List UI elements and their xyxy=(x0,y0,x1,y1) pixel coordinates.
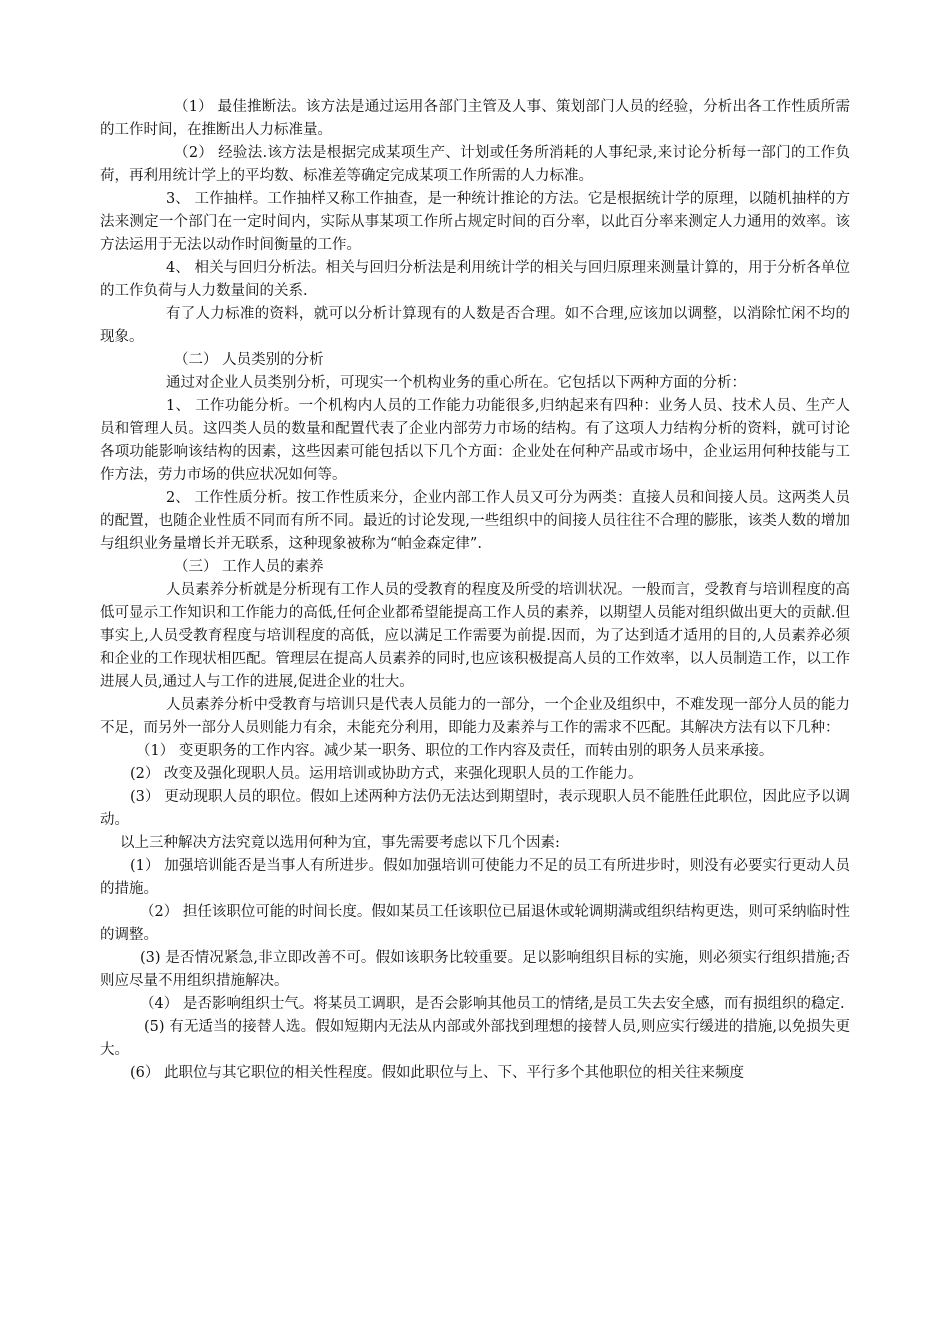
list-item-factor-duration: （2） 担任该职位可能的时间长度。假如某员工任该职位已届退休或轮调期满或组织结构更迭，则可采纳临时性的调整。 xyxy=(100,904,850,943)
section-heading-personnel-category: （二） 人员类别的分析 xyxy=(174,352,324,368)
paragraph-factors-intro: 以上三种解决方法究竟以选用何种为宜，事先需要考虑以下几个因素: xyxy=(120,835,560,851)
list-item-transfer-staff: (3） 更动现职人员的职位。假如上述两种方法仍无法达到期望时，表示现职人员不能胜任此职位，因此应予以调动。 xyxy=(100,789,850,828)
list-item-factor-morale: （4） 是否影响组织士气。将某员工调职，是否会影响其他员工的情绪,是员工失去安全感，而有损组织的稳定. xyxy=(140,996,845,1012)
paragraph-nature-analysis: 2、 工作性质分析。按工作性质来分，企业内部工作人员又可分为两类：直接人员和间接人员。这两类人员的配置，也随企业性质不同而有所不同。最近的讨论发现,一些组织中的间接人员往往不合理的膨胀，该类人数的增加与组织业务量增长并无联系，这种现象被称为“帕金森定律”. xyxy=(100,490,850,552)
paragraph-work-sampling: 3、 工作抽样。工作抽样又称工作抽查，是一种统计推论的方法。它是根据统计学的原理，以随机抽样的方法来测定一个部门在一定时间内，实际从事某项工作所占规定时间的百分率，以此百分率来测定人力通用的效率。该方法运用于无法以动作时间衡量的工作。 xyxy=(100,191,850,253)
list-item-change-job-content: （1） 变更职务的工作内容。减少某一职务、职位的工作内容及责任，而转由别的职务人员来承接。 xyxy=(136,743,774,759)
paragraph-function-analysis: 1、 工作功能分析。一个机构内人员的工作能力功能很多,归纳起来有四种：业务人员、技术人员、生产人员和管理人员。这四类人员的数量和配置代表了企业内部劳力市场的结构。有了这项人力结构分析的资料，就可讨论各项功能影响该结构的因素，这些因素可能包括以下几个方面：企业处在何种产品或市场中，企业运用何种技能与工作方法，劳力市场的供应状况如何等。 xyxy=(100,398,850,483)
section-heading-personnel-quality: （三） 工作人员的素养 xyxy=(174,559,324,575)
paragraph-regression-analysis: 4、 相关与回归分析法。相关与回归分析法是利用统计学的相关与回归原理来测量计算的，用于分析各单位的工作负荷与人力数量间的关系. xyxy=(100,260,850,299)
list-item-factor-urgency: (3) 是否情况紧急,非立即改善不可。假如该职务比较重要。足以影响组织目标的实施，则必须实行组织措施;否则应尽量不用组织措施解决。 xyxy=(100,950,850,989)
paragraph-experience-method: （2） 经验法.该方法是根据完成某项生产、计划或任务所消耗的人事纪录,来讨论分析每一部门的工作负荷，再利用统计学上的平均数、标准差等确定完成某项工作所需的人力标准。 xyxy=(100,145,850,184)
paragraph-best-estimate: （1） 最佳推断法。该方法是通过运用各部门主管及人事、策划部门人员的经验，分析出各工作性质所需的工作时间，在推断出人力标准量。 xyxy=(100,99,850,138)
list-item-factor-replacement: (5) 有无适当的接替人选。假如短期内无法从内部或外部找到理想的接替人员,则应实行缓进的措施,以免损失更大。 xyxy=(100,1019,850,1058)
paragraph-ability-mismatch: 人员素养分析中受教育与培训只是代表人员能力的一部分，一个企业及组织中，不难发现一部分人员的能力不足，而另外一部分人员则能力有余，未能充分利用，即能力及素养与工作的需求不匹配。其解决方法有以下几种： xyxy=(100,697,850,736)
paragraph-category-intro: 通过对企业人员类别分析，可现实一个机构业务的重心所在。它包括以下两种方面的分析： xyxy=(166,375,746,391)
paragraph-quality-analysis: 人员素养分析就是分析现有工作人员的受教育的程度及所受的培训状况。一般而言，受教育与培训程度的高低可显示工作知识和工作能力的高低,任何企业都希望能提高工作人员的素养，以期望人员能对组织做出更大的贡献.但事实上,人员受教育程度与培训程度的高低，应以满足工作需要为前提.因而，为了达到适才适用的目的,人员素养必须和企业的工作现状相匹配。管理层在提高人员素养的同时,也应该积极提高人员的工作效率，以人员制造工作，以工作进展人员,通过人与工作的进展,促进企业的壮大。 xyxy=(100,582,850,690)
list-item-factor-correlation: (6） 此职位与其它职位的相关性程度。假如此职位与上、下、平行多个其他职位的相关往来频度 xyxy=(130,1065,744,1081)
list-item-factor-training: (1） 加强培训能否是当事人有所进步。假如加强培训可使能力不足的员工有所进步时，则没有必要实行更动人员的措施。 xyxy=(100,858,850,897)
paragraph-manpower-standard: 有了人力标准的资料，就可以分析计算现有的人数是否合理。如不合理,应该加以调整，以消除忙闲不均的现象。 xyxy=(100,306,850,345)
list-item-strengthen-staff: (2） 改变及强化现职人员。运用培训或协助方式，来强化现职人员的工作能力。 xyxy=(130,766,643,782)
